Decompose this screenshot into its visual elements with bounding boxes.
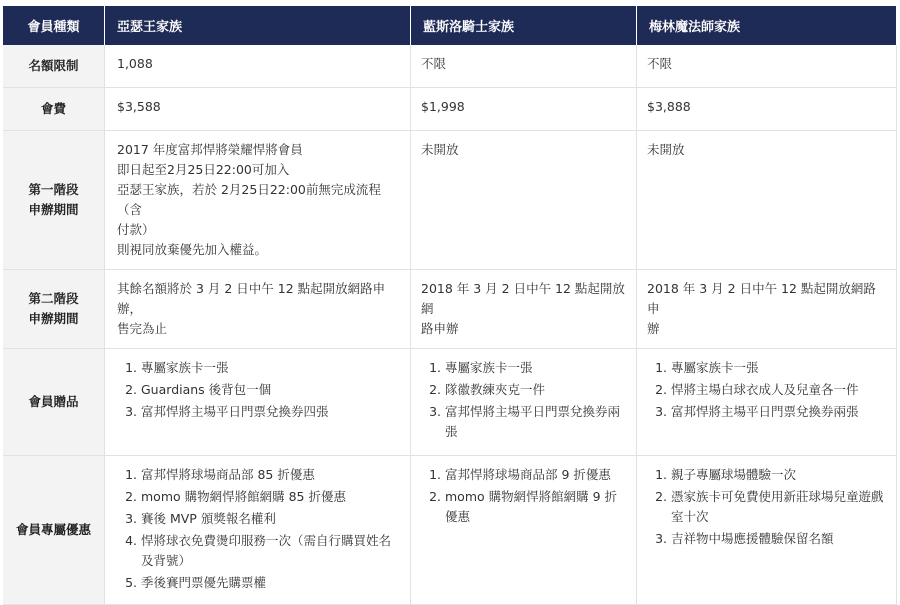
list-item: 3. 富邦悍將主場平日門票兌換券兩張 [671, 402, 886, 422]
list-item: 2. momo 購物網悍將館網購 9 折優惠 [445, 487, 626, 527]
cell-lancelot-fee: $1,998 [411, 88, 637, 131]
list-item: 1. 親子專屬球場體驗一次 [671, 465, 886, 485]
header-membership-type: 會員種類 [3, 6, 105, 45]
gift-list [421, 358, 626, 442]
table-row-gifts [3, 349, 897, 456]
table-row-phase1 [3, 131, 897, 270]
list-item: 2. 悍將主場白球衣成人及兒童各一件 [671, 380, 886, 400]
row-label-phase2 [3, 270, 105, 349]
phase1-text-line: 2017 年度富邦悍將榮耀悍將會員 [117, 142, 303, 157]
cell-arthur-gifts [105, 349, 411, 456]
phase2-text-line: 辦 [647, 321, 660, 336]
list-item: 1. 富邦悍將球場商品部 85 折優惠 [141, 465, 400, 485]
list-item: 2. Guardians 後背包一個 [141, 380, 400, 400]
list-item: 3. 賽後 MVP 頒獎報名權利 [141, 509, 400, 529]
perk-list [117, 465, 400, 593]
perk-list [647, 465, 886, 549]
row-label-perks: 會員專屬優惠 [3, 456, 105, 605]
header-arthur-family: 亞瑟王家族 [105, 6, 411, 45]
cell-merlin-perks [637, 456, 897, 605]
phase1-text-line: 亞瑟王家族，若於 2月25日22:00前無完成流程（含 [117, 182, 381, 217]
row-label-phase1-line2: 申辦期間 [28, 202, 79, 217]
row-label-phase2-line2: 申辦期間 [28, 311, 79, 326]
list-item: 2. 隊徽教練夾克一件 [445, 380, 626, 400]
table-row-fee [3, 88, 897, 131]
row-label-phase1 [3, 131, 105, 270]
cell-arthur-quota: 1,088 [105, 45, 411, 88]
cell-lancelot-gifts [411, 349, 637, 456]
list-item: 2. momo 購物網悍將館網購 85 折優惠 [141, 487, 400, 507]
row-label-quota: 名額限制 [3, 45, 105, 88]
row-label-fee: 會費 [3, 88, 105, 131]
phase1-text-line: 則視同放棄優先加入權益。 [117, 242, 268, 257]
table-row-perks [3, 456, 897, 605]
phase2-text-line: 售完為止 [117, 321, 168, 336]
cell-arthur-phase2 [105, 270, 411, 349]
phase1-text-line: 即日起至2月25日22:00可加入 [117, 162, 290, 177]
cell-arthur-perks [105, 456, 411, 605]
perk-list [421, 465, 626, 527]
cell-lancelot-phase1: 未開放 [411, 131, 637, 270]
table-header-row [3, 6, 897, 45]
cell-merlin-quota: 不限 [637, 45, 897, 88]
cell-merlin-phase2 [637, 270, 897, 349]
cell-merlin-phase1: 未開放 [637, 131, 897, 270]
row-label-gifts: 會員贈品 [3, 349, 105, 456]
gift-list [647, 358, 886, 422]
list-item: 3. 吉祥物中場應援體驗保留名額 [671, 529, 886, 549]
list-item: 5. 季後賽門票優先購票權 [141, 573, 400, 593]
table-row-phase2 [3, 270, 897, 349]
list-item: 1. 富邦悍將球場商品部 9 折優惠 [445, 465, 626, 485]
cell-lancelot-perks [411, 456, 637, 605]
row-label-phase2-line1: 第二階段 [28, 291, 79, 306]
list-item: 1. 專屬家族卡一張 [445, 358, 626, 378]
header-merlin-family: 梅林魔法師家族 [637, 6, 897, 45]
table-row-quota [3, 45, 897, 88]
row-label-phase1-line1: 第一階段 [28, 182, 79, 197]
phase1-text-line: 付款） [117, 222, 155, 237]
cell-arthur-fee: $3,588 [105, 88, 411, 131]
list-item: 4. 悍將球衣免費燙印服務一次（需自行購買姓名及背號） [141, 531, 400, 571]
phase2-text-line: 路申辦 [421, 321, 459, 336]
cell-lancelot-phase2 [411, 270, 637, 349]
gift-list [117, 358, 400, 422]
cell-merlin-fee: $3,888 [637, 88, 897, 131]
list-item: 2. 憑家族卡可免費使用新莊球場兒童遊戲室十次 [671, 487, 886, 527]
cell-merlin-gifts [637, 349, 897, 456]
membership-comparison-table [3, 6, 897, 605]
cell-lancelot-quota: 不限 [411, 45, 637, 88]
list-item: 1. 專屬家族卡一張 [671, 358, 886, 378]
phase2-text-line: 2018 年 3 月 2 日中午 12 點起開放網路申 [647, 281, 876, 316]
phase2-text-line: 其餘名額將於 3 月 2 日中午 12 點起開放網路申辦， [117, 281, 386, 316]
header-lancelot-family: 藍斯洛騎士家族 [411, 6, 637, 45]
cell-arthur-phase1 [105, 131, 411, 270]
list-item: 3. 富邦悍將主場平日門票兌換券兩張 [445, 402, 626, 442]
phase2-text-line: 2018 年 3 月 2 日中午 12 點起開放網 [421, 281, 625, 316]
list-item: 1. 專屬家族卡一張 [141, 358, 400, 378]
list-item: 3. 富邦悍將主場平日門票兌換券四張 [141, 402, 400, 422]
